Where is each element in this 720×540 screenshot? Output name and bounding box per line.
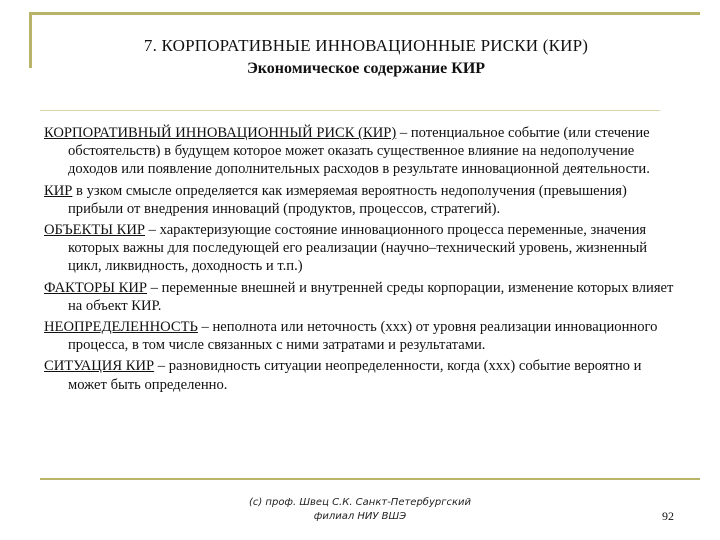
definition-text: – потенциальное событие (или стечение обстоятельств) в будущем которое может оказать существенное влияние на недополучение доходов или появление дополнительных расходов в результате инновационной деятельности. xyxy=(68,125,650,178)
slide-header xyxy=(32,35,700,80)
slide-footer xyxy=(200,496,520,524)
definition-item xyxy=(44,221,676,276)
footer-copyright: (с) проф. Швец С.К. Санкт-Петербургский xyxy=(248,497,472,508)
definition-term: КОРПОРАТИВНЫЙ ИННОВАЦИОННЫЙ РИСК (КИР) xyxy=(44,125,397,141)
slide-subtitle: Экономическое содержание КИР xyxy=(246,60,486,77)
definition-item xyxy=(44,357,676,393)
definition-text: – характеризующие состояние инновационного процесса переменные, значения которых важны для последующей его реализации (научно–технический уровень, жизненный цикл, ликвидность, доходность и т.п.) xyxy=(68,222,648,275)
title-divider xyxy=(40,110,660,111)
frame-bottom-bar xyxy=(40,478,700,480)
definition-text: – переменные внешней и внутренней среды корпорации, изменение которых влияет на объект КИР. xyxy=(68,279,674,314)
slide-title: 7. КОРПОРАТИВНЫЕ ИННОВАЦИОННЫЕ РИСКИ (КИР) xyxy=(143,36,589,55)
definition-item xyxy=(44,124,676,179)
page-number: 92 xyxy=(662,509,674,523)
definition-item xyxy=(44,279,676,315)
definition-text: – разновидность ситуации неопределенности, когда (ххх) событие вероятно и может быть определенно. xyxy=(68,358,642,393)
definition-term: КИР xyxy=(44,182,73,199)
definition-text: в узком смысле определяется как измеряемая вероятность недополучения (превышения) прибыли от внедрения инноваций (продуктов, процессов, стратегий). xyxy=(68,182,627,217)
definition-text: – неполнота или неточность (ххх) от уровня реализации инновационного процесса, в том числе связанных с ними затратами и результатами. xyxy=(68,319,658,354)
definition-item xyxy=(44,318,676,354)
definition-term: НЕОПРЕДЕЛЕННОСТЬ xyxy=(44,319,198,336)
definition-term: ФАКТОРЫ КИР xyxy=(44,279,148,296)
definitions-list xyxy=(44,124,676,397)
footer-affiliation: филиал НИУ ВШЭ xyxy=(313,511,407,522)
definition-term: СИТУАЦИЯ КИР xyxy=(44,358,155,375)
frame-top-bar xyxy=(29,12,700,15)
definition-term: ОБЪЕКТЫ КИР xyxy=(44,222,145,239)
definition-item xyxy=(44,182,676,218)
